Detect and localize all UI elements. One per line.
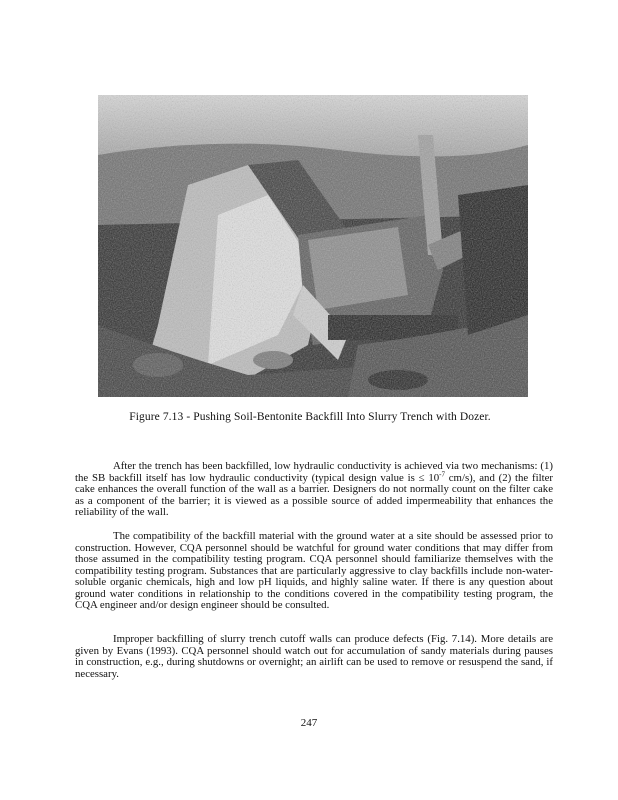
paragraph-text: After the trench has been backfilled, low hydraulic conductivity is achieved via two mechanisms: (1) the SB backfill itself has low hydraulic conductivity (typical design value is ≤ 10 (75, 460, 553, 484)
paragraph-compatibility: The compatibility of the backfill material with the ground water at a site should be assessed prior to construction. However, CQA personnel should be watchful for ground water conditions that may differ from those assumed in the compatibility testing program. CQA personnel should familiarize themselves with the compatibility testing program. Substances that are particularly aggressive to clay backfills include non-water-soluble organic chemicals, high and low pH liquids, and highly saline water. If there is any question about ground water conditions in relationship to the conditions covered in the compatibility testing program, the CQA engineer and/or design engineer should be consulted. (75, 530, 553, 611)
paragraph-improper-backfilling: Improper backfilling of slurry trench cutoff walls can produce defects (Fig. 7.14). More details are given by Evans (1993). CQA personnel should watch out for accumulation of sandy materials during pauses in construction, e.g., during shutdowns or overnight; an airlift can be used to remove or resuspend the sand, if necessary. (75, 633, 553, 680)
figure-caption: Figure 7.13 - Pushing Soil-Bentonite Backfill Into Slurry Trench with Dozer. (129, 411, 491, 423)
paragraph-backfill-mechanisms (75, 461, 553, 519)
superscript-exponent: -7 (439, 469, 445, 478)
dozer-trench-photo (98, 95, 528, 397)
paragraph-text: cm/s), and (2) the filter cake enhances the overall function of the wall as a barrier. Designers do not normally count on the filter cake as a component of the barrier; it is viewed as a possible source of added impermeability that enhances the reliability of the wall. (75, 471, 553, 518)
page-number: 247 (300, 717, 318, 729)
figure-photo (98, 95, 528, 397)
